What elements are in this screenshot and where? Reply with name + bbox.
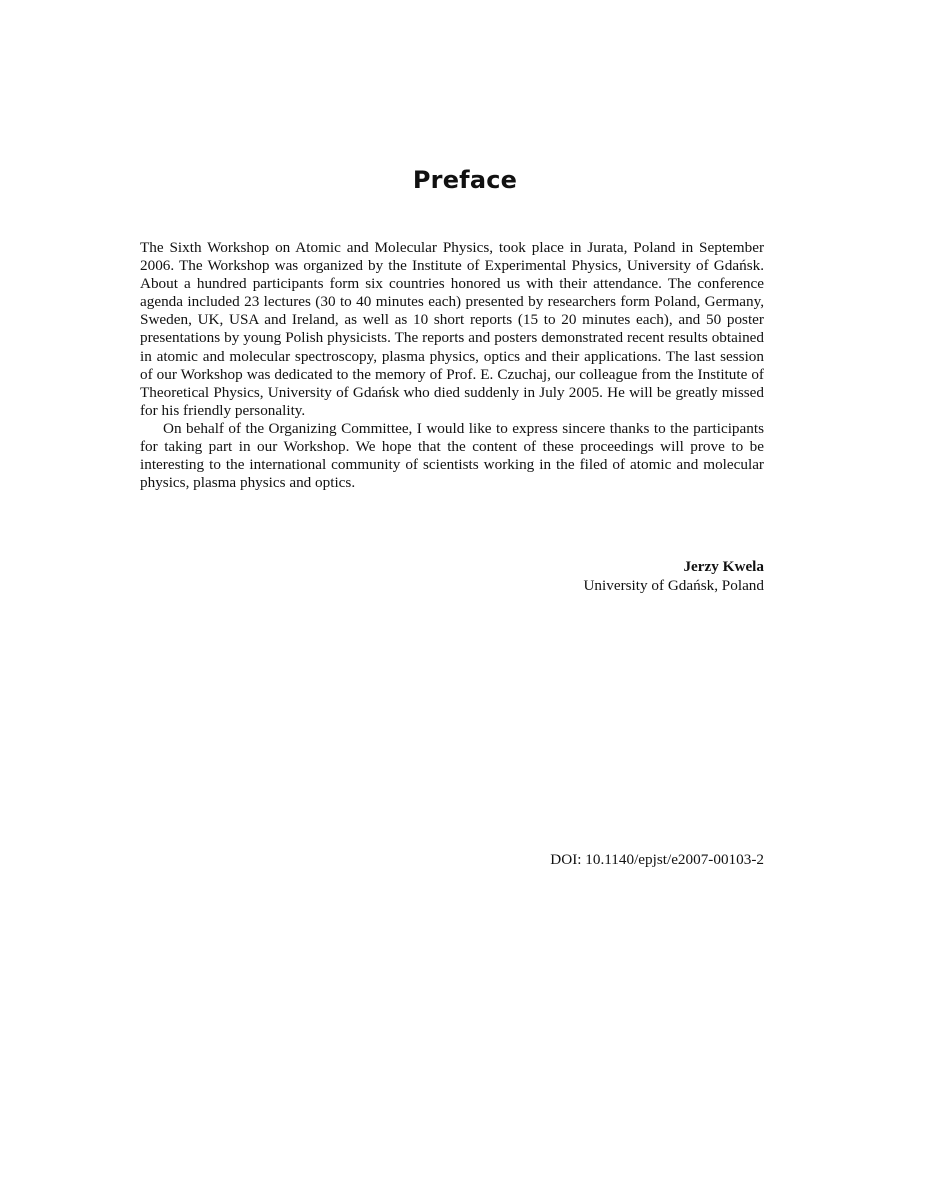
paragraph-2: On behalf of the Organizing Committee, I would like to express sincere thanks to the participants for taking part in our Workshop. We hope that the content of these proceedings will prove to be interesting to the international community of scientists working in the filed of atomic and molecular physics, plasma physics and optics. [140, 419, 764, 492]
paragraph-1: The Sixth Workshop on Atomic and Molecular Physics, took place in Jurata, Poland in September 2006. The Workshop was organized by the Institute of Experimental Physics, University of Gdańsk. About a hundred participants form six countries honored us with their attendance. The conference agenda included 23 lectures (30 to 40 minutes each) presented by researchers form Poland, Germany, Sweden, UK, USA and Ireland, as well as 10 short reports (15 to 20 minutes each), and 50 poster presentations by young Polish physicists. The reports and posters demonstrated recent results obtained in atomic and molecular spectroscopy, plasma physics, optics and their applications. The last session of our Workshop was dedicated to the memory of Prof. E. Czuchaj, our colleague from the Institute of Theoretical Physics, University of Gdańsk who died suddenly in July 2005. He will be greatly missed for his friendly personality. [140, 239, 764, 419]
signature-block [583, 557, 764, 595]
doi-text: DOI: 10.1140/epjst/e2007-00103-2 [550, 851, 764, 868]
page-title: Preface [412, 166, 518, 194]
preface-body [140, 239, 764, 492]
author-name: Jerzy Kwela [683, 558, 764, 575]
author-affiliation: University of Gdańsk, Poland [583, 577, 764, 594]
